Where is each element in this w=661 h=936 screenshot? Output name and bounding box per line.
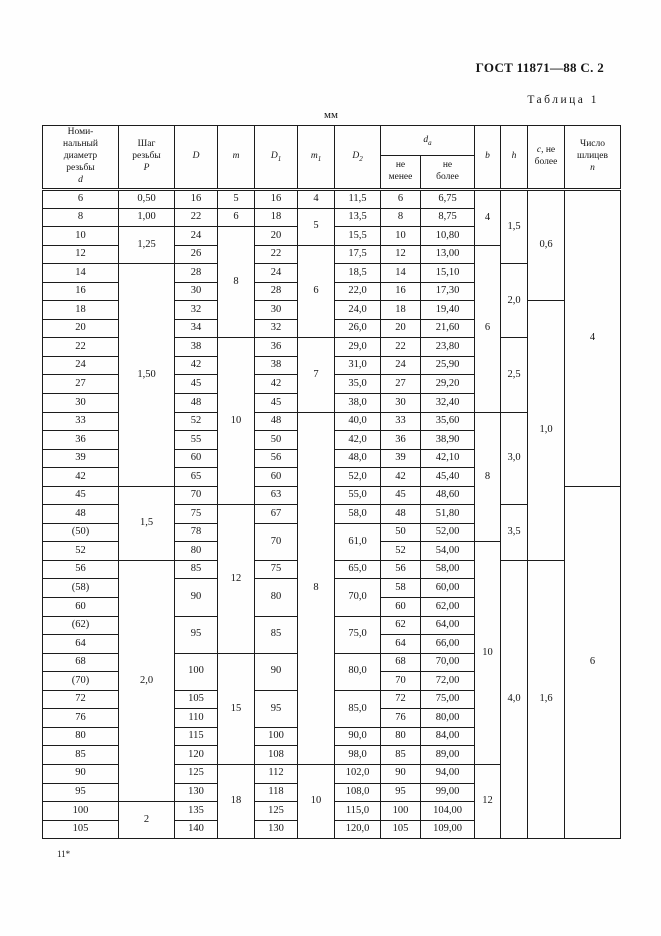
cell-h: 2,5 [501, 338, 528, 412]
cell-da_min: 50 [381, 523, 421, 542]
cell-D2: 70,0 [335, 579, 381, 616]
cell-d: 36 [43, 431, 119, 450]
cell-da_max: 70,00 [421, 653, 475, 672]
col-header-da-max: не более [421, 156, 475, 190]
cell-n: 4 [565, 190, 621, 487]
cell-D1: 130 [255, 820, 298, 839]
col-header-m: m [218, 126, 255, 190]
cell-m1: 8 [298, 412, 335, 764]
cell-c: 0,6 [528, 190, 565, 301]
cell-d: 56 [43, 560, 119, 579]
cell-d: 85 [43, 746, 119, 765]
cell-d: 52 [43, 542, 119, 561]
cell-d: 10 [43, 227, 119, 246]
cell-D2: 115,0 [335, 802, 381, 821]
header-row-1 [43, 126, 621, 156]
cell-D: 55 [175, 431, 218, 450]
cell-d: (50) [43, 523, 119, 542]
cell-D: 28 [175, 264, 218, 283]
cell-da_max: 75,00 [421, 690, 475, 709]
cell-da_max: 94,00 [421, 764, 475, 783]
cell-D1: 85 [255, 616, 298, 653]
cell-D1: 95 [255, 690, 298, 727]
cell-P: 2,0 [119, 560, 175, 801]
cell-da_min: 18 [381, 301, 421, 320]
cell-h: 3,5 [501, 505, 528, 561]
cell-D: 45 [175, 375, 218, 394]
cell-D2: 18,5 [335, 264, 381, 283]
cell-D1: 38 [255, 356, 298, 375]
cell-da_max: 60,00 [421, 579, 475, 598]
cell-da_max: 52,00 [421, 523, 475, 542]
cell-D1: 108 [255, 746, 298, 765]
page-footnote-marker: 11* [57, 849, 71, 859]
cell-D: 125 [175, 764, 218, 783]
cell-da_max: 8,75 [421, 208, 475, 227]
cell-D2: 40,0 [335, 412, 381, 431]
cell-P: 1,5 [119, 486, 175, 560]
cell-D1: 32 [255, 319, 298, 338]
cell-da_min: 24 [381, 356, 421, 375]
cell-D: 16 [175, 190, 218, 209]
cell-d: 8 [43, 208, 119, 227]
cell-m: 12 [218, 505, 255, 653]
cell-da_max: 29,20 [421, 375, 475, 394]
cell-da_max: 66,00 [421, 635, 475, 654]
cell-D: 34 [175, 319, 218, 338]
cell-m: 5 [218, 190, 255, 209]
cell-D1: 30 [255, 301, 298, 320]
cell-D2: 98,0 [335, 746, 381, 765]
cell-D: 52 [175, 412, 218, 431]
cell-D1: 18 [255, 208, 298, 227]
cell-D2: 22,0 [335, 282, 381, 301]
col-header-c: с, не более [528, 126, 565, 190]
cell-da_min: 105 [381, 820, 421, 839]
cell-D: 85 [175, 560, 218, 579]
cell-D: 48 [175, 394, 218, 413]
cell-da_min: 10 [381, 227, 421, 246]
cell-D: 80 [175, 542, 218, 561]
col-header-D2: $D_2$ [335, 126, 381, 190]
cell-da_max: 32,40 [421, 394, 475, 413]
table-body [43, 190, 621, 839]
cell-D1: 45 [255, 394, 298, 413]
cell-D2: 120,0 [335, 820, 381, 839]
cell-D1: 60 [255, 468, 298, 487]
cell-D1: 22 [255, 245, 298, 264]
cell-da_min: 42 [381, 468, 421, 487]
cell-D2: 102,0 [335, 764, 381, 783]
cell-D: 22 [175, 208, 218, 227]
cell-da_min: 56 [381, 560, 421, 579]
cell-da_max: 15,10 [421, 264, 475, 283]
col-header-m1: $m_1$ [298, 126, 335, 190]
col-header-nominal-diameter: Номи- нальный диаметр резьбы d [43, 126, 119, 190]
table-row [43, 190, 621, 209]
cell-D2: 29,0 [335, 338, 381, 357]
cell-D1: 42 [255, 375, 298, 394]
cell-D: 65 [175, 468, 218, 487]
cell-d: 22 [43, 338, 119, 357]
cell-da_min: 30 [381, 394, 421, 413]
cell-da_min: 90 [381, 764, 421, 783]
cell-m: 15 [218, 653, 255, 764]
cell-da_min: 60 [381, 598, 421, 617]
cell-da_min: 45 [381, 486, 421, 505]
cell-da_max: 21,60 [421, 319, 475, 338]
cell-D1: 112 [255, 764, 298, 783]
cell-d: 27 [43, 375, 119, 394]
cell-da_min: 48 [381, 505, 421, 524]
cell-d: (58) [43, 579, 119, 598]
cell-c: 1,6 [528, 560, 565, 838]
cell-d: (62) [43, 616, 119, 635]
cell-D2: 52,0 [335, 468, 381, 487]
cell-da_min: 95 [381, 783, 421, 802]
cell-D1: 67 [255, 505, 298, 524]
cell-da_max: 42,10 [421, 449, 475, 468]
cell-P: 1,00 [119, 208, 175, 227]
cell-D: 24 [175, 227, 218, 246]
cell-D2: 80,0 [335, 653, 381, 690]
cell-D2: 65,0 [335, 560, 381, 579]
cell-D: 120 [175, 746, 218, 765]
cell-D: 38 [175, 338, 218, 357]
cell-m1: 6 [298, 245, 335, 338]
cell-da_max: 25,90 [421, 356, 475, 375]
dimension-table [42, 125, 621, 839]
cell-d: 76 [43, 709, 119, 728]
cell-D: 110 [175, 709, 218, 728]
cell-D: 70 [175, 486, 218, 505]
cell-D2: 55,0 [335, 486, 381, 505]
cell-da_max: 48,60 [421, 486, 475, 505]
cell-b: 4 [475, 190, 501, 246]
col-header-da-min: не менее [381, 156, 421, 190]
cell-D2: 90,0 [335, 727, 381, 746]
table-head [43, 126, 621, 190]
cell-b: 12 [475, 764, 501, 838]
cell-da_min: 39 [381, 449, 421, 468]
cell-da_max: 104,00 [421, 802, 475, 821]
cell-m1: 10 [298, 764, 335, 838]
cell-da_min: 8 [381, 208, 421, 227]
cell-D1: 90 [255, 653, 298, 690]
table-caption: Таблица 1 [527, 94, 599, 106]
cell-D: 30 [175, 282, 218, 301]
cell-da_min: 16 [381, 282, 421, 301]
cell-d: 95 [43, 783, 119, 802]
cell-d: 72 [43, 690, 119, 709]
cell-D2: 38,0 [335, 394, 381, 413]
cell-da_max: 62,00 [421, 598, 475, 617]
cell-d: 18 [43, 301, 119, 320]
cell-d: 80 [43, 727, 119, 746]
unit-label: мм [324, 109, 338, 121]
cell-d: 45 [43, 486, 119, 505]
cell-D2: 42,0 [335, 431, 381, 450]
cell-da_min: 22 [381, 338, 421, 357]
cell-da_max: 6,75 [421, 190, 475, 209]
cell-d: 14 [43, 264, 119, 283]
cell-D2: 108,0 [335, 783, 381, 802]
cell-m: 10 [218, 338, 255, 505]
cell-d: 105 [43, 820, 119, 839]
cell-da_max: 19,40 [421, 301, 475, 320]
cell-c: 1,0 [528, 301, 565, 561]
cell-d: 20 [43, 319, 119, 338]
cell-da_max: 58,00 [421, 560, 475, 579]
cell-da_max: 109,00 [421, 820, 475, 839]
cell-D1: 50 [255, 431, 298, 450]
cell-da_max: 38,90 [421, 431, 475, 450]
cell-D2: 13,5 [335, 208, 381, 227]
cell-da_min: 12 [381, 245, 421, 264]
cell-d: 12 [43, 245, 119, 264]
cell-D2: 61,0 [335, 523, 381, 560]
cell-D1: 80 [255, 579, 298, 616]
cell-D2: 85,0 [335, 690, 381, 727]
cell-D2: 31,0 [335, 356, 381, 375]
cell-d: 30 [43, 394, 119, 413]
cell-D1: 70 [255, 523, 298, 560]
cell-d: 24 [43, 356, 119, 375]
cell-da_min: 27 [381, 375, 421, 394]
cell-D: 105 [175, 690, 218, 709]
cell-da_max: 72,00 [421, 672, 475, 691]
cell-m: 8 [218, 227, 255, 338]
cell-D: 140 [175, 820, 218, 839]
col-header-b: b [475, 126, 501, 190]
cell-D1: 36 [255, 338, 298, 357]
cell-h: 1,5 [501, 190, 528, 264]
cell-D1: 20 [255, 227, 298, 246]
cell-b: 8 [475, 412, 501, 542]
cell-da_min: 14 [381, 264, 421, 283]
page-header-gost-number: ГОСТ 11871—88 С. 2 [475, 60, 604, 75]
cell-b: 10 [475, 542, 501, 765]
cell-b: 6 [475, 245, 501, 412]
cell-da_max: 54,00 [421, 542, 475, 561]
cell-D2: 58,0 [335, 505, 381, 524]
cell-D1: 48 [255, 412, 298, 431]
cell-da_max: 23,80 [421, 338, 475, 357]
cell-D1: 118 [255, 783, 298, 802]
cell-da_max: 35,60 [421, 412, 475, 431]
cell-d: 48 [43, 505, 119, 524]
cell-D1: 16 [255, 190, 298, 209]
cell-D1: 100 [255, 727, 298, 746]
cell-D: 42 [175, 356, 218, 375]
cell-da_min: 6 [381, 190, 421, 209]
cell-D: 26 [175, 245, 218, 264]
cell-da_min: 68 [381, 653, 421, 672]
cell-da_min: 33 [381, 412, 421, 431]
cell-P: 1,25 [119, 227, 175, 264]
cell-n: 6 [565, 486, 621, 838]
cell-d: 6 [43, 190, 119, 209]
cell-da_min: 85 [381, 746, 421, 765]
cell-da_max: 84,00 [421, 727, 475, 746]
cell-D: 75 [175, 505, 218, 524]
cell-D2: 15,5 [335, 227, 381, 246]
cell-d: 16 [43, 282, 119, 301]
cell-D1: 75 [255, 560, 298, 579]
cell-da_min: 72 [381, 690, 421, 709]
cell-D1: 28 [255, 282, 298, 301]
cell-da_min: 64 [381, 635, 421, 654]
cell-D: 130 [175, 783, 218, 802]
cell-da_max: 45,40 [421, 468, 475, 487]
cell-da_max: 51,80 [421, 505, 475, 524]
cell-d: 42 [43, 468, 119, 487]
cell-d: 90 [43, 764, 119, 783]
cell-m1: 4 [298, 190, 335, 209]
col-header-spline-count: Число шлицев n [565, 126, 621, 190]
cell-D1: 56 [255, 449, 298, 468]
cell-D1: 24 [255, 264, 298, 283]
cell-D: 100 [175, 653, 218, 690]
cell-d: 39 [43, 449, 119, 468]
cell-da_max: 80,00 [421, 709, 475, 728]
cell-m: 18 [218, 764, 255, 838]
cell-D: 95 [175, 616, 218, 653]
cell-d: 64 [43, 635, 119, 654]
cell-D2: 75,0 [335, 616, 381, 653]
cell-da_max: 10,80 [421, 227, 475, 246]
col-header-D1: $D_1$ [255, 126, 298, 190]
cell-D2: 35,0 [335, 375, 381, 394]
cell-D2: 26,0 [335, 319, 381, 338]
cell-D1: 63 [255, 486, 298, 505]
cell-m1: 7 [298, 338, 335, 412]
cell-da_max: 64,00 [421, 616, 475, 635]
cell-da_max: 17,30 [421, 282, 475, 301]
cell-d: 68 [43, 653, 119, 672]
cell-da_min: 80 [381, 727, 421, 746]
cell-da_min: 100 [381, 802, 421, 821]
cell-h: 2,0 [501, 264, 528, 338]
cell-P: 1,50 [119, 264, 175, 487]
cell-D: 78 [175, 523, 218, 542]
cell-D2: 17,5 [335, 245, 381, 264]
cell-D2: 11,5 [335, 190, 381, 209]
cell-m: 6 [218, 208, 255, 227]
col-header-da-group: $d_a$ [381, 126, 475, 156]
cell-P: 2 [119, 802, 175, 839]
col-header-h: h [501, 126, 528, 190]
cell-D2: 24,0 [335, 301, 381, 320]
cell-D: 60 [175, 449, 218, 468]
cell-D: 32 [175, 301, 218, 320]
cell-da_min: 76 [381, 709, 421, 728]
col-header-D: D [175, 126, 218, 190]
cell-P: 0,50 [119, 190, 175, 209]
cell-da_max: 99,00 [421, 783, 475, 802]
cell-da_min: 20 [381, 319, 421, 338]
cell-m1: 5 [298, 208, 335, 245]
cell-h: 3,0 [501, 412, 528, 505]
col-header-pitch: Шаг резьбы P [119, 126, 175, 190]
cell-da_max: 89,00 [421, 746, 475, 765]
cell-d: 33 [43, 412, 119, 431]
cell-da_min: 62 [381, 616, 421, 635]
cell-da_min: 70 [381, 672, 421, 691]
cell-D2: 48,0 [335, 449, 381, 468]
cell-d: 100 [43, 802, 119, 821]
cell-da_min: 52 [381, 542, 421, 561]
cell-da_min: 36 [381, 431, 421, 450]
cell-D: 115 [175, 727, 218, 746]
cell-D: 90 [175, 579, 218, 616]
cell-d: 60 [43, 598, 119, 617]
cell-da_min: 58 [381, 579, 421, 598]
cell-h: 4,0 [501, 560, 528, 838]
cell-D: 135 [175, 802, 218, 821]
cell-d: (70) [43, 672, 119, 691]
cell-D1: 125 [255, 802, 298, 821]
cell-da_max: 13,00 [421, 245, 475, 264]
